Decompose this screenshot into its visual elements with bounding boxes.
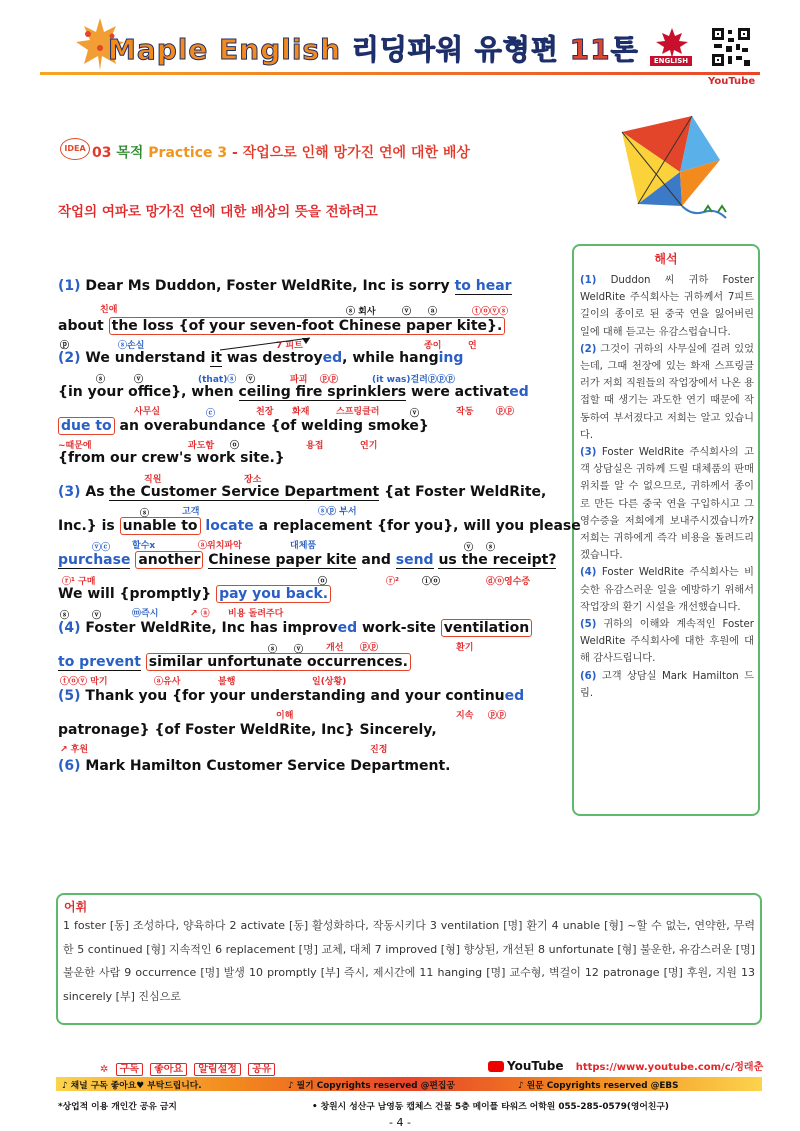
annotation: ⓟⓟ [496, 407, 515, 417]
passage-text: due to [58, 417, 115, 435]
annotation: ⓥ [464, 543, 474, 553]
annotation: ⓟⓟ [320, 375, 339, 385]
passage-text: , while hang [342, 350, 439, 366]
footer-notice: *상업적 이용 개인간 공유 금지 [58, 1102, 177, 1112]
passage-text: similar unfortunate occurrences. [146, 653, 411, 671]
passage-line [58, 518, 581, 534]
translation-num: (3) [580, 447, 597, 459]
annotation: ⓢ 회사 [346, 307, 376, 317]
qr-code-icon[interactable] [710, 26, 752, 68]
annotation: ⓣⓞⓥ 막기 [60, 677, 108, 687]
passage-text: the Customer Service Department [109, 484, 380, 500]
annotation: 할수x [132, 541, 156, 551]
translation-sentence: 고객 상담실 Mark Hamilton 드림. [580, 670, 754, 699]
translation-num: (5) [580, 619, 597, 631]
sentence-number: (4) [58, 620, 81, 636]
sentence-number: (3) [58, 484, 81, 500]
annotation: 진정 [370, 745, 388, 755]
passage-text: send [395, 552, 434, 568]
passage-text: it [210, 350, 222, 366]
annotation: 지속 [456, 711, 474, 721]
annotation: 환기 [456, 643, 474, 653]
annotation: (that)ⓢ [198, 375, 237, 385]
footer-icons [100, 1060, 279, 1075]
passage-text: ceiling fire sprinklers [238, 384, 407, 400]
subscribe-button[interactable]: 구독 [116, 1063, 143, 1076]
passage-text: us the receipt? [438, 552, 557, 568]
annotation: 과도함 [188, 441, 215, 451]
annotation: ⓥ [246, 375, 256, 385]
idea-icon: IDEA [60, 138, 90, 160]
translation-text [580, 272, 754, 702]
translation-sentence: 귀하의 이해와 계속적인 Foster WeldRite 주식회사에 대한 후원에 대해 감사드립니다. [580, 619, 754, 665]
annotation: ⓐ유사 [154, 677, 181, 687]
annotation: ⓢ [140, 509, 150, 519]
annotation: ↗ ⓐ [190, 609, 210, 619]
passage-text: ed [509, 384, 529, 400]
passage-text: Chinese paper kite [208, 552, 357, 568]
passage-text: Inc.} is [58, 518, 115, 534]
header-divider [40, 72, 760, 75]
translation-sentence: Foster WeldRite 주식회사의 고객 상담실은 귀하께 드릴 대체품의 판매 위치를 알 수 없으므로, 귀하께서 종이로 만든 다른 중국 연을 구입하시고 그 영수증을 저희에게 보내주시겠습니까? 저희는 귀하에게 즉각 비용을 돌려드리겠습니다. [580, 447, 754, 562]
passage-text: {in your office}, when [58, 384, 234, 400]
sentence-number: (2) [58, 350, 81, 366]
passage-text: to prevent [58, 654, 141, 670]
passage-line [58, 758, 450, 774]
section-title [92, 142, 470, 162]
annotation: ⓟⓟ [488, 711, 507, 721]
passage-text: ing [438, 350, 464, 366]
annotation: 불행 [218, 677, 236, 687]
annotation: 연기 [360, 441, 378, 451]
translation-num: (6) [580, 670, 597, 682]
kite-illustration-icon [592, 112, 742, 230]
passage-text: We understand [85, 350, 206, 366]
vocabulary-title: 어휘 [64, 900, 88, 914]
passage-text: unable to [120, 517, 201, 535]
youtube-label[interactable]: YouTube [708, 76, 756, 87]
sentence-number: (1) [58, 278, 81, 294]
passage-text: Mark Hamilton Customer Service Department. [85, 758, 451, 774]
passage-line [58, 620, 532, 636]
annotation: 스프링클러 [336, 407, 380, 417]
section-number: 03 [92, 145, 112, 161]
passage-text: and [361, 552, 391, 568]
translation-sentence: 그것이 귀하의 사무실에 걸려 있었는데, 그때 천장에 있는 화재 스프링클러가 저희 직원들의 작업장에서 나온 용접할 때 생기는 과도한 연기 때문에 작동하여 부서졌다고 저희는 알고 있습니다. [580, 343, 754, 441]
annotation: 사무실 [134, 407, 161, 417]
passage-line [58, 722, 437, 738]
annotation: 일(상황) [312, 677, 347, 687]
annotation: 작동 [456, 407, 474, 417]
annotation: ⓥⓒ [92, 543, 111, 553]
passage-text: about [58, 318, 104, 334]
annotation: ⓣⓞⓥⓢ [472, 307, 509, 317]
annotation: ⓢ [96, 375, 106, 385]
reference-arrow-icon [216, 334, 316, 354]
annotation: ⓢⓟ 부서 [318, 507, 357, 517]
passage-text: another [135, 551, 203, 569]
annotation: ⓐ [428, 307, 438, 317]
youtube-text: YouTube [507, 1059, 564, 1073]
sentence-number: (5) [58, 688, 81, 704]
channel-link[interactable]: https://www.youtube.com/c/정래춘 [575, 1062, 764, 1073]
passage-text: Foster WeldRite, Inc has improv [85, 620, 338, 636]
passage-text: ventilation [441, 619, 532, 637]
passage-line [58, 654, 411, 670]
passage-text: ed [322, 350, 343, 366]
passage-line [58, 278, 512, 294]
annotation: ⓘⓞ [422, 577, 441, 587]
maple-badge: ENGLISH [650, 56, 692, 66]
annotation: ⓢ [268, 645, 278, 655]
annotation: 대체품 [290, 541, 317, 551]
passage-text: ed [504, 688, 525, 704]
footer-address: • 창원시 성산구 남영동 캡체스 건물 5층 메이플 타워즈 어학원 055-285-0579(영어친구) [312, 1102, 669, 1112]
annotation: ↗ 후원 [60, 745, 89, 755]
annotation: ⓥ [134, 375, 144, 385]
passage-text: to hear [454, 278, 512, 294]
annotation: ⓢ [486, 543, 496, 553]
passage-text: {from our crew's work site.} [58, 450, 285, 466]
annotation: ⓥ [410, 409, 420, 419]
annotation: 친애 [100, 305, 118, 315]
annotation: 용접 [306, 441, 324, 451]
passage-text: was destroy [226, 350, 323, 366]
translation-sentence: Duddon 씨 귀하 Foster WeldRite 주식회사는 귀하께서 7피트 길이의 종이로 된 중국 연을 잃어버린 일에 대해 듣고는 유감스럽습니다. [580, 275, 754, 338]
passage-text: locate [205, 518, 254, 534]
youtube-icon [488, 1061, 504, 1072]
passage-line [58, 552, 556, 568]
passage-text: {at Foster WeldRite, [384, 484, 547, 500]
annotation: ⓥ [402, 307, 412, 317]
annotation: 고객 [182, 507, 200, 517]
passage-text: ed [337, 620, 358, 636]
annotation: 개선 [326, 643, 344, 653]
header-title-series: 리딩파워 유형편 11톤 [351, 33, 639, 66]
passage-text: patronage} {of Foster WeldRite, Inc} Sincerely, [58, 722, 437, 738]
sparkle-icon: ✲ [100, 1064, 109, 1075]
annotation: ⓓⓞ영수증 [486, 577, 531, 587]
vocabulary-text: 1 foster [동] 조성하다, 양육하다 2 activate [동] 활성화하다, 작동시키다 3 ventilation [명] 환기 4 unable [형] ~할 수 없는, 연약한, 무력한 5 continued [형] 지속적인 6 replacement [명] 교체, 대체 7 improved [형] 향상된, 개선된 8 unfortunate [형] 불운한, 유감스러운 [명] 불운한 사람 9 occurrence [명] 발생 10 promptly [부] 즉시, 제시간에 11 hanging [명] 교수형, 벽걸이 12 patronage [명] 후원, 지원 13 sincerely [부] 진심으로 [63, 919, 755, 1003]
footer-youtube[interactable] [488, 1058, 763, 1073]
passage-text: work-site [362, 620, 436, 636]
passage-line [58, 418, 429, 434]
annotation: 7 피트 [276, 341, 303, 351]
annotation: 이해 [276, 711, 294, 721]
annotation: 파괴 [290, 375, 308, 385]
passage-line [58, 384, 529, 400]
passage-line [58, 688, 524, 704]
annotation: (it was)걸려ⓟⓟⓟ [372, 375, 455, 385]
annotation: 직원 [144, 475, 162, 485]
page-number: - 4 - [389, 1116, 411, 1129]
translation-sentence: Foster WeldRite 주식회사는 비슷한 유감스러운 일을 예방하기 위해서 작업장의 환기 시설을 개선했습니다. [580, 567, 754, 613]
summary-text: 작업의 여파로 망가진 연에 대한 배상의 뜻을 전하려고 [58, 204, 378, 220]
annotation: 비용 돌려주다 [228, 609, 284, 619]
sentence-number: (6) [58, 758, 81, 774]
annotation: ⓥ [294, 645, 304, 655]
annotation: ⓡ¹ 구매 [62, 577, 96, 587]
like-button[interactable]: 좋아요 [150, 1063, 187, 1076]
footer-subscribe-text: ♪ 채널 구독 좋아요♥ 부탁드립니다. [62, 1081, 202, 1091]
passage-text: an overabundance {of welding smoke} [119, 418, 429, 434]
passage-text: purchase [58, 552, 131, 568]
footer-copyright-source: ♪ 원문 Copyrights reserved @EBS [518, 1081, 679, 1091]
passage-line [58, 484, 546, 500]
passage-text: were activat [410, 384, 510, 400]
share-button[interactable]: 공유 [248, 1063, 275, 1076]
passage-line [58, 586, 331, 602]
annotation: ⓞ [318, 577, 328, 587]
notification-button[interactable]: 알림설정 [194, 1063, 241, 1076]
header-title [108, 28, 639, 68]
passage-text: a replacement {for you}, will you please [258, 518, 581, 534]
passage-text: Dear Ms Duddon, Foster WeldRite, Inc is sorry [85, 278, 450, 294]
translation-num: (2) [580, 343, 597, 355]
translation-num: (4) [580, 567, 597, 579]
annotation: ⓟⓟ [360, 643, 379, 653]
section-kind: 목적 [116, 145, 144, 161]
annotation: ⓢ [60, 611, 70, 621]
annotation: 장소 [244, 475, 262, 485]
annotation: ⓒ [206, 409, 216, 419]
section-practice: Practice 3 [148, 145, 228, 161]
annotation: 연 [468, 341, 477, 351]
translation-num: (1) [580, 275, 597, 286]
passage-line [58, 318, 505, 334]
annotation: ⓐ위치파악 [198, 541, 242, 551]
passage-text: the loss {of your seven-foot Chinese paper kite}. [109, 317, 506, 335]
passage-text: Thank you {for your understanding and your continu [85, 688, 505, 704]
annotation: ⓡ² [386, 577, 399, 587]
passage-text: pay you back. [216, 585, 331, 603]
annotation: ⓢ손실 [118, 341, 145, 351]
annotation: 화재 [292, 407, 310, 417]
annotation: ⓟ [60, 341, 70, 351]
passage-line [58, 450, 285, 466]
header-title-brand: Maple English [108, 33, 342, 66]
annotation: 종이 [424, 341, 442, 351]
annotation: ~때문에 [58, 441, 92, 451]
translation-title: 해석 [654, 252, 678, 266]
annotation: ⓞ [230, 441, 240, 451]
annotation: ⓥ [92, 611, 102, 621]
passage-text: We will {promptly} [58, 586, 212, 602]
passage-text: As [85, 484, 105, 500]
annotation: 천장 [256, 407, 274, 417]
section-title-rest: - 작업으로 인해 망가진 연에 대한 배상 [231, 145, 470, 161]
annotation: ⓜ즉시 [132, 609, 159, 619]
footer-copyright-notes: ♪ 필기 Copyrights reserved @편집공 [288, 1081, 455, 1091]
